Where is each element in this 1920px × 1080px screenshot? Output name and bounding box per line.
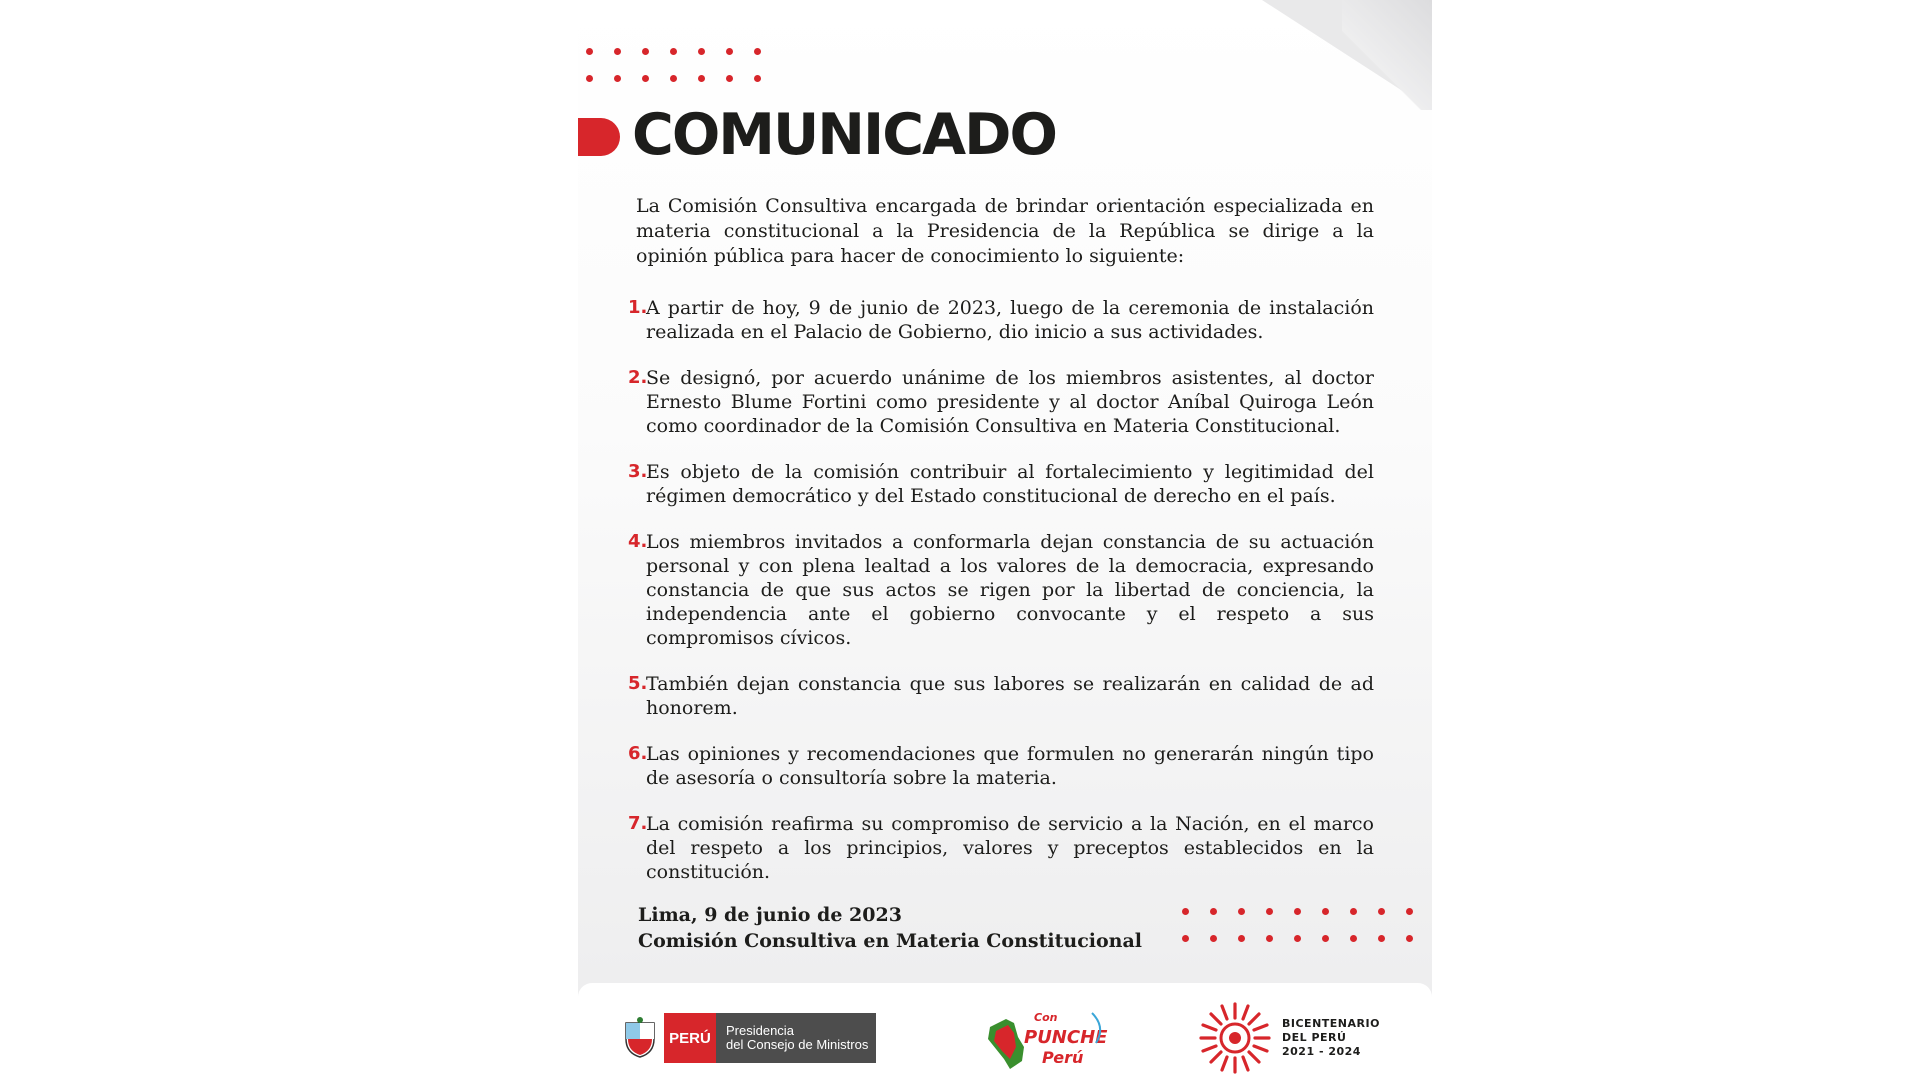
signature-organization: Comisión Consultiva en Materia Constitucional	[638, 930, 1143, 952]
list-number: 7.	[628, 813, 648, 834]
list-item	[628, 460, 1374, 508]
page-title: COMUNICADO	[632, 102, 1056, 168]
dot-pattern-bottom	[1182, 908, 1432, 942]
list-item	[628, 742, 1374, 790]
svg-text:PUNCHE: PUNCHE	[1024, 1027, 1108, 1048]
pcm-line2: del Consejo de Ministros	[726, 1037, 869, 1052]
list-text: Las opiniones y recomendaciones que formulen no generarán ningún tipo de asesoría o consultoría sobre la materia.	[646, 743, 1374, 789]
numbered-list	[628, 296, 1374, 906]
bicentenario-text	[1282, 1017, 1380, 1059]
bicentenario-sun-icon	[1198, 1001, 1272, 1075]
bic-line2: DEL PERÚ	[1282, 1031, 1347, 1044]
title-marker-icon	[578, 118, 620, 156]
list-text: Se designó, por acuerdo unánime de los miembros asistentes, al doctor Ernesto Blume Fortini como presidente y al doctor Aníbal Quiroga León como coordinador de la Comisión Consultiva en Materia Constitucional.	[646, 367, 1374, 437]
dot-pattern-top	[586, 48, 782, 82]
list-text: Los miembros invitados a conformarla dejan constancia de su actuación personal y con plena lealtad a los valores de la democracia, expresando constancia de que sus actos se rigen por la libertad de conciencia, la independencia ante el gobierno convocante y el respeto a sus compromisos cívicos.	[646, 531, 1374, 649]
list-text: A partir de hoy, 9 de junio de 2023, luego de la ceremonia de instalación realizada en el Palacio de Gobierno, dio inicio a sus actividades.	[646, 297, 1374, 343]
bicentenario-logo	[1198, 1001, 1380, 1075]
coat-of-arms-icon	[622, 1017, 658, 1059]
signature-block	[638, 902, 1142, 954]
svg-text:Perú: Perú	[1042, 1048, 1084, 1067]
government-logo	[622, 1013, 876, 1063]
list-item	[628, 296, 1374, 344]
intro-paragraph: La Comisión Consultiva encargada de brindar orientación especializada en materia constitucional a la Presidencia de la República se dirige a la opinión pública para hacer de conocimiento lo siguiente:	[636, 195, 1374, 267]
footer-logos	[578, 983, 1432, 1080]
con-punche-peru-logo	[984, 1003, 1108, 1073]
list-number: 3.	[628, 461, 648, 482]
list-number: 6.	[628, 743, 648, 764]
pcm-line1: Presidencia	[726, 1023, 794, 1038]
bic-line1: BICENTENARIO	[1282, 1017, 1380, 1030]
bic-line3: 2021 - 2024	[1282, 1045, 1361, 1058]
list-item	[628, 530, 1374, 650]
svg-text:Con: Con	[1034, 1011, 1058, 1024]
list-text: Es objeto de la comisión contribuir al fortalecimiento y legitimidad del régimen democrático y del Estado constitucional de derecho en el país.	[646, 461, 1374, 507]
list-number: 5.	[628, 673, 648, 694]
list-number: 4.	[628, 531, 648, 552]
list-item	[628, 366, 1374, 438]
peru-label: PERÚ	[664, 1013, 716, 1063]
list-text: También dejan constancia que sus labores se realizarán en calidad de ad honorem.	[646, 673, 1374, 719]
list-number: 2.	[628, 367, 648, 388]
signature-place-date: Lima, 9 de junio de 2023	[638, 904, 902, 926]
list-text: La comisión reafirma su compromiso de servicio a la Nación, en el marco del respeto a los principios, valores y preceptos establecidos en la constitución.	[646, 813, 1374, 883]
list-number: 1.	[628, 297, 648, 318]
pcm-label	[716, 1013, 876, 1063]
communique-poster	[578, 0, 1432, 1080]
corner-decoration-shade	[1342, 0, 1432, 110]
list-item	[628, 672, 1374, 720]
list-item	[628, 812, 1374, 884]
